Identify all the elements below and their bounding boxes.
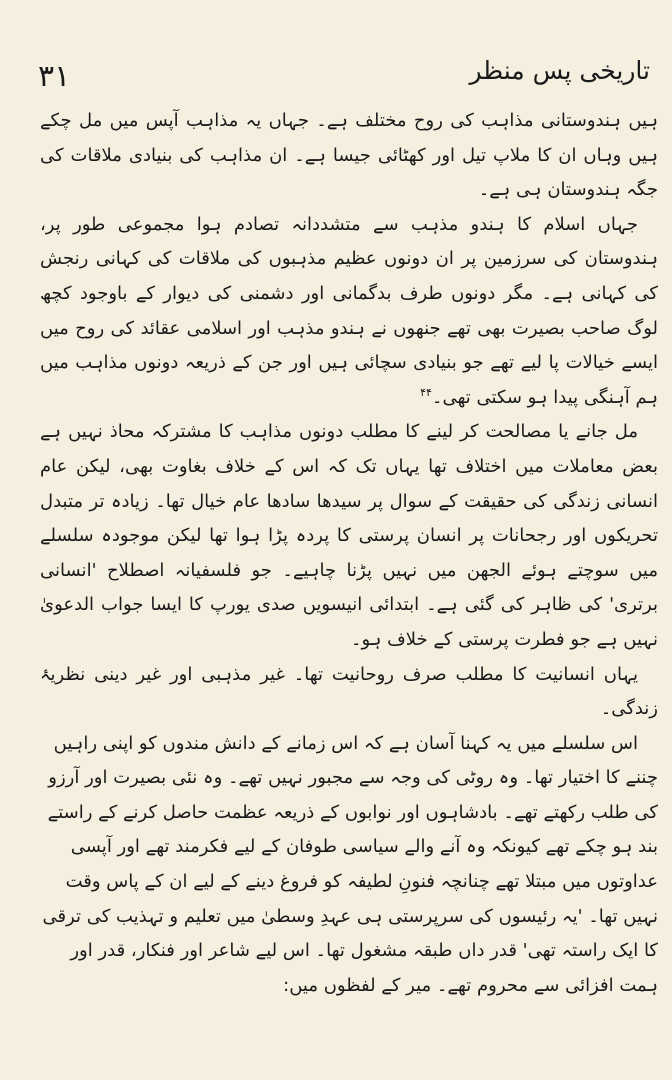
paragraph-3: مل جانے یا مصالحت کر لینے کا مطلب دونوں مذاہب کا مشترکہ محاذ نہیں ہے بعض معاملات میں اختلاف تھا یہاں تک کہ اس کے خلاف بغاوت بھی، لیکن عام انسانی زندگی کی حقیقت کے سوال پر سیدھا سادھا عام خیال تھا۔ زیادہ تر متبدل تحریکوں اور رجحانات پر انسان پرستی کا پردہ پڑا ہوا تھا لیکن موجودہ سلسلے میں سوچتے ہوئے الجھن میں نہیں پڑنا چاہیے۔ جو فلسفیانہ اصطلاح 'انسانی برتری' کی ظاہر کی گئی ہے۔ ابتدائی انیسویں صدی یورپ کا ایسا جواب الدعویٰ نہیں ہے جو فطرت پرستی کے خلاف ہو۔ <box>40 421 658 650</box>
paragraph-1: ہیں ہندوستانی مذاہب کی روح مختلف ہے۔ جہاں یہ مذاہب آپس میں مل چکے ہیں وہاں ان کا ملاپ تیل اور کھٹائی جیسا ہے۔ ان مذاہب کی بنیادی ملاقات کی جگہ ہندوستان ہی ہے۔ <box>40 110 658 201</box>
paragraph-4: یہاں انسانیت کا مطلب صرف روحانیت تھا۔ غیر مذہبی اور غیر دینی نظریۂ زندگی۔ <box>40 663 658 720</box>
paragraph-2-text: جہاں اسلام کا ہندو مذہب سے متشددانہ تصادم ہوا مجموعی طور پر، ہندوستان کی سرزمین پر ان دونوں عظیم مذہبوں کی ملاقات کی کہانی رنجش کی کہانی ہے۔ مگر دونوں طرف بدگمانی اور دشمنی کی دیوار کے باوجود کچھ لوگ صاحب بصیرت بھی تھے جنھوں نے ہندو مذہب اور اسلامی عقائد کی روح میں ایسے خیالات پا لیے تھے جو بنیادی سچائی ہیں اور جن کے ذریعہ دونوں مذاہب میں ہم آہنگی پیدا ہو سکتی تھی۔ <box>40 213 658 408</box>
footnote-ref: ۴۴ <box>420 385 432 399</box>
running-title: تاریخی پس منظر <box>469 56 650 85</box>
page-number: ۳۱ <box>38 59 71 94</box>
paragraph-5: اس سلسلے میں یہ کہنا آسان ہے کہ اس زمانے کے دانش مندوں کو اپنی راہیں چننے کا اختیار تھا۔ وہ روٹی کی وجہ سے مجبور نہیں تھے۔ وہ نئی بصیرت اور آرزو کی طلب رکھتے تھے۔ بادشاہوں اور نوابوں کے ذریعہ عظمت حاصل کرنے کے راستے بند ہو چکے تھے کیونکہ وہ آنے والے سیاسی طوفان کے لیے فکرمند تھے اور آپسی عداوتوں میں مبتلا تھے چنانچہ فنونِ لطیفہ کو فروغ دینے کے لیے ان کے پاس وقت نہیں تھا۔ 'یہ رئیسوں کی سرپرستی ہی عہدِ وسطیٰ میں تعلیم و تہذیب کی ترقی کا ایک راستہ تھی' قدر داں طبقہ مشغول تھا۔ اس لیے شاعر اور فنکار، قدر اور ہمت افزائی سے محروم تھے۔ میر کے لفظوں میں: <box>42 732 658 996</box>
body-text <box>40 104 658 1003</box>
paragraph-2 <box>40 208 658 416</box>
